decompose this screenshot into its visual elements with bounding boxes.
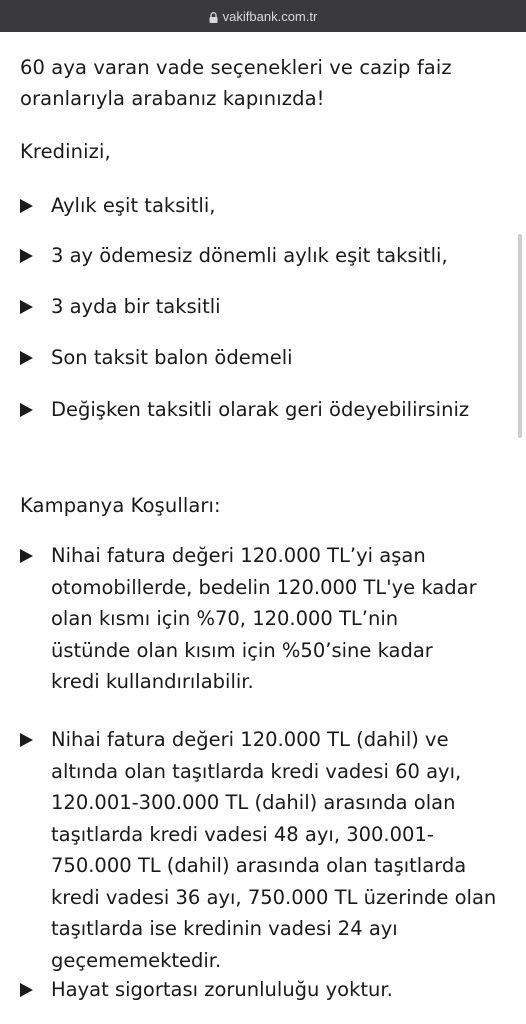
scrollbar[interactable]: [518, 234, 522, 438]
list-item-text: Son taksit balon ödemeli: [51, 346, 293, 369]
list-item-text: 3 ayda bir taksitli: [51, 295, 221, 318]
triangle-bullet-icon: [20, 300, 33, 314]
list-item-text: Nihai fatura değeri 120.000 TL’yi aşan otomobillerde, bedelin 120.000 TL'ye kadar olan kısmı için %70, 120.000 TL’nin üstünde olan kısım için %50’sine kadar kredi kullandırılabilir.: [51, 544, 477, 693]
list-item-text: Hayat sigortası zorunluluğu yoktur.: [51, 978, 393, 1001]
list-item: [20, 724, 510, 976]
url-text: vakifbank.com.tr: [222, 8, 318, 24]
browser-url-bar[interactable]: [0, 0, 526, 32]
triangle-bullet-icon: [20, 351, 33, 365]
list-item: [20, 240, 510, 272]
list-item-text: 3 ay ödemesiz dönemli aylık eşit taksitli,: [51, 244, 448, 267]
triangle-bullet-icon: [20, 983, 33, 997]
kredinizi-heading: Kredinizi,: [20, 140, 111, 163]
list-item: [20, 190, 510, 222]
triangle-bullet-icon: [20, 249, 33, 263]
lock-icon: [209, 12, 218, 23]
kampanya-heading: Kampanya Koşulları:: [20, 494, 221, 517]
list-item: [20, 540, 482, 698]
page-content[interactable]: [0, 32, 526, 1024]
triangle-bullet-icon: [20, 549, 33, 563]
intro-text: 60 aya varan vade seçenekleri ve cazip faiz oranlarıyla arabanız kapınızda!: [20, 56, 452, 110]
triangle-bullet-icon: [20, 403, 33, 417]
list-item: [20, 291, 510, 323]
list-item: [20, 342, 510, 374]
triangle-bullet-icon: [20, 733, 33, 747]
triangle-bullet-icon: [20, 199, 33, 213]
list-item-text: Aylık eşit taksitli,: [51, 194, 216, 217]
list-item: [20, 394, 510, 426]
list-item-text: Nihai fatura değeri 120.000 TL (dahil) ve altında olan taşıtlarda kredi vadesi 60 ayı, 120.001-300.000 TL (dahil) arasında olan taşıtlarda kredi vadesi 48 ayı, 300.001-750.000 TL (dahil) arasında olan taşıtlarda kredi vadesi 36 ayı, 750.000 TL üzerinde olan taşıtlarda ise kredinin vadesi 24 ayı geçememektedir.: [51, 728, 497, 972]
list-item: [20, 974, 510, 1006]
list-item-text: Değişken taksitli olarak geri ödeyebilirsiniz: [51, 398, 470, 421]
